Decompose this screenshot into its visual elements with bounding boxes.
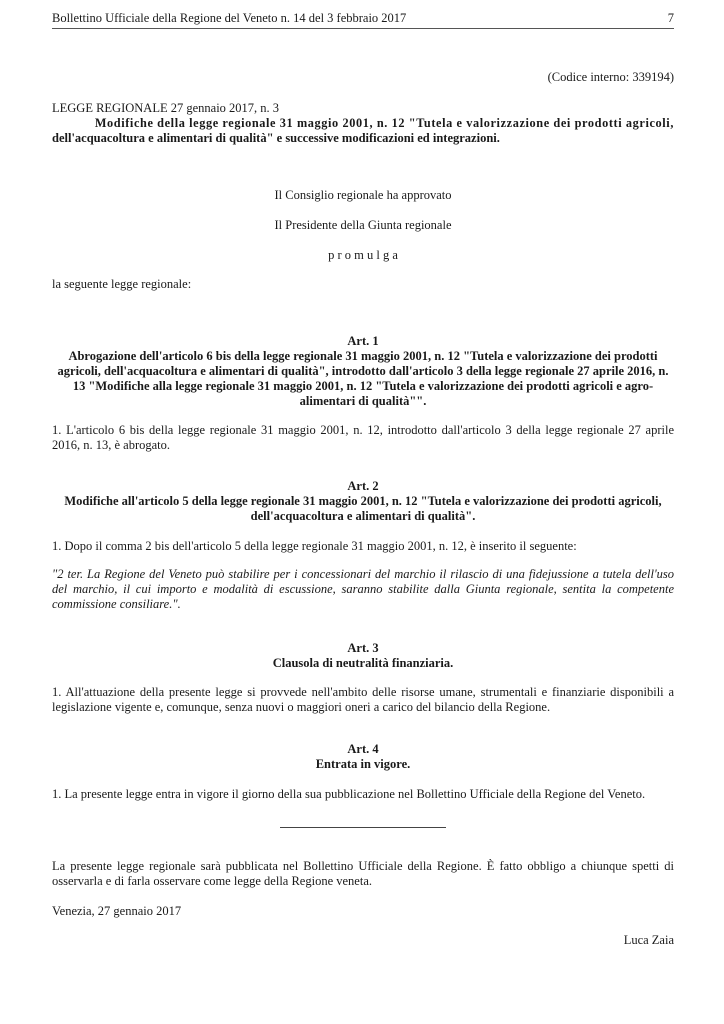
article-3-number: Art. 3 [347, 641, 379, 655]
bulletin-header [52, 10, 674, 29]
article-3-paragraph: 1. All'attuazione della presente legge si provvede nell'ambito delle risorse umane, strumentali e finanziarie disponibili a legislazione vigente e, comunque, senza nuovi o maggiori oneri a carico del bilancio della Regione. [52, 685, 674, 714]
separator-line [280, 827, 446, 828]
place-date: Venezia, 27 gennaio 2017 [52, 904, 182, 918]
document-page [52, 0, 674, 1024]
law-title-line-1: Modifiche della legge regionale 31 maggio 2001, n. 12 "Tutela e valorizzazione dei prodotti agricoli, [94, 116, 674, 130]
article-3-heading: Clausola di neutralità finanziaria. [272, 656, 454, 670]
law-title-line-2: dell'acquacoltura e alimentari di qualità" e successive modificazioni ed integrazioni. [52, 131, 500, 145]
signature: Luca Zaia [623, 933, 674, 947]
law-type-line: LEGGE REGIONALE 27 gennaio 2017, n. 3 [52, 101, 280, 115]
internal-code: (Codice interno: 339194) [547, 70, 674, 84]
publication-clause: La presente legge regionale sarà pubblicata nel Bollettino Ufficiale della Regione. È fatto obbligo a chiunque spetti di osservarla e di farla osservare come legge della Regione veneta. [52, 859, 674, 888]
president-line: Il Presidente della Giunta regionale [274, 218, 452, 232]
article-4-heading: Entrata in vigore. [315, 757, 411, 771]
article-2-number: Art. 2 [347, 479, 379, 493]
article-2-paragraph: 1. Dopo il comma 2 bis dell'articolo 5 della legge regionale 31 maggio 2001, n. 12, è inserito il seguente: [52, 539, 577, 553]
article-4-paragraph: 1. La presente legge entra in vigore il giorno della sua pubblicazione nel Bollettino Ufficiale della Regione del Veneto. [52, 787, 646, 801]
article-1-number: Art. 1 [347, 334, 379, 348]
article-1-heading: Abrogazione dell'articolo 6 bis della legge regionale 31 maggio 2001, n. 12 "Tutela e valorizzazione dei prodotti agricoli, dell'acquacoltura e alimentari di qualità", introdotto dall'articolo 3 della legge regionale 27 aprile 2016, n. 13 "Modifiche alla legge regionale 31 maggio 2001, n. 12 "Tutela e valorizzazione dei prodotti agricoli e agro-alimentari di qualità"". [57, 349, 669, 408]
page-number: 7 [667, 11, 674, 25]
intro-line: la seguente legge regionale: [52, 277, 192, 291]
article-4-number: Art. 4 [347, 742, 379, 756]
article-2-heading: Modifiche all'articolo 5 della legge regionale 31 maggio 2001, n. 12 "Tutela e valorizzazione dei prodotti agricoli, dell'acquacoltura e alimentari di qualità". [64, 494, 662, 523]
bulletin-title: Bollettino Ufficiale della Regione del Veneto n. 14 del 3 febbraio 2017 [52, 11, 407, 25]
council-approval: Il Consiglio regionale ha approvato [274, 188, 452, 202]
article-1-paragraph: 1. L'articolo 6 bis della legge regionale 31 maggio 2001, n. 12, introdotto dall'articolo 3 della legge regionale 27 aprile 2016, n. 13, è abrogato. [52, 423, 674, 452]
article-2-quote: "2 ter. La Regione del Veneto può stabilire per i concessionari del marchio il rilascio di una fidejussione a tutela dell'uso del marchio, il cui importo e modalità di escussione, saranno stabilite dalla Giunta regionale, sentita la competente commissione consiliare.". [52, 567, 674, 611]
promulga-text: p r o m u l g a [328, 248, 398, 262]
